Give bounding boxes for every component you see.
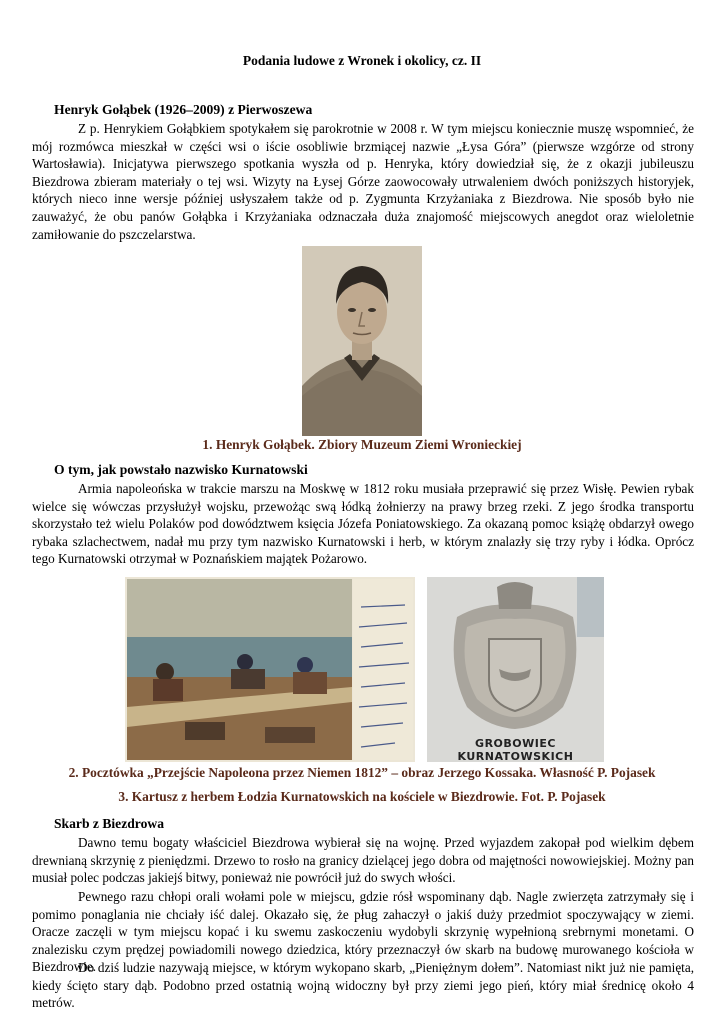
paragraph-kurnatowski: Armia napoleońska w trakcie marszu na Moskwę w 1812 roku musiała przeprawić się przez Wisłę. Pewien rybak wielce się wówczas przysłużył wojsku, przewożąc swą łódką żołnierzy na prawy brzeg rzeki. Z jego środka transportu skorzystało też wielu Polaków pod dowództwem księcia Józefa Poniatowskiego. Za okazaną pomoc książę obdarzył owego rybaka szlachectwem, nadał mu przy tym nazwisko Kurnatowski i herb, w którym znalazły się trzy ryby i łódka. Oprócz tego Kurnatowski otrzymał w Poznańskiem majątek Pożarowo. (32, 481, 694, 567)
paragraph-skarb-2: Pewnego razu chłopi orali wołami pole w miejscu, gdzie rósł wspominany dąb. Nagle zwierzęta zatrzymały się i pomimo ponaglania nie chciały iść dalej. Okazało się, że pług zahaczył o jakiś duży przedmiot spoczywający w ziemi. Oracze zaczęli w tym miejscu kopać i ku swemu zaskoczeniu wydobyli skrzynię wypełnioną srebrnymi monetami. O znalezisku czym prędzej powiadomili nowego dziedzica, który przeznaczył ów skarb na budowę murowanego kościoła w Biezdrowie. (32, 889, 694, 975)
caption-postcard: 2. Pocztówka „Przejście Napoleona przez Niemen 1812” – obraz Jerzego Kossaka. Własność P. Pojasek (68, 765, 656, 780)
section-heading-kurnatowski: O tym, jak powstało nazwisko Kurnatowski (54, 462, 308, 477)
postcard-image (125, 577, 415, 762)
section-heading-golabek: Henryk Gołąbek (1926–2009) z Pierwoszewa (54, 102, 313, 117)
caption-coat-of-arms: 3. Kartusz z herbem Łodzia Kurnatowskich na kościele w Biezdrowie. Fot. P. Pojasek (118, 789, 606, 804)
portrait-photo (302, 246, 422, 436)
plaque-text: GROBOWIEC KURNATOWSKICH (457, 737, 574, 762)
paragraph-skarb-1: Dawno temu bogaty właściciel Biezdrowa wybierał się na wojnę. Przed wyjazdem zakopał pod wielkim dębem drewnianą skrzynię z pieniędzmi. Drzewo to rosło na granicy dzielącej jego dobra od majętności nowowiejskiej. Możny pan musiał polec podczas jakiejś bitwy, ponieważ nie powrócił już do swych włości. (32, 835, 694, 886)
caption-portrait: 1. Henryk Gołąbek. Zbiory Muzeum Ziemi Wronieckiej (202, 437, 522, 452)
coat-of-arms-photo (427, 577, 604, 762)
paragraph-skarb-3: Do dziś ludzie nazywają miejsce, w którym wykopano skarb, „Pieniężnym dołem”. Natomiast nikt już nie pamięta, kiedy ścięto stary dąb. Podobno przed ostatnią wojną widoczny był przy ziemi jego pień, który miał średnicę około 4 metrów. (32, 960, 694, 1011)
document-title: Podania ludowe z Wronek i okolicy, cz. II (242, 53, 482, 68)
paragraph-golabek: Z p. Henrykiem Gołąbkiem spotykałem się parokrotnie w 2008 r. W tym miejscu koniecznie muszę wspomnieć, że mój rozmówca mieszkał w części wsi o iście osobliwie brzmiącej nazwie „Łysa Góra” (pierwsze wzgórze od strony Wartosławia). Inicjatywa pierwszego spotkania wyszła od p. Henryka, który dowiedział się, że z okazji jubileuszu Biezdrowa zbieram materiały o tej wsi. Wizyty na Łysej Górze zaowocowały utrwaleniem dwóch poniższych historyjek, których nieco inne wersje później usłyszałem także od p. Zygmunta Krzyżaniaka z Biezdrowa. Nie sposób było nie zauważyć, że obu panów Gołąbka i Krzyżaniaka odznaczała duża znajomość miejscowych anegdot oraz wieloletnie zamiłowanie do pszczelarstwa. (32, 121, 694, 242)
section-heading-skarb: Skarb z Biezdrowa (54, 816, 165, 831)
